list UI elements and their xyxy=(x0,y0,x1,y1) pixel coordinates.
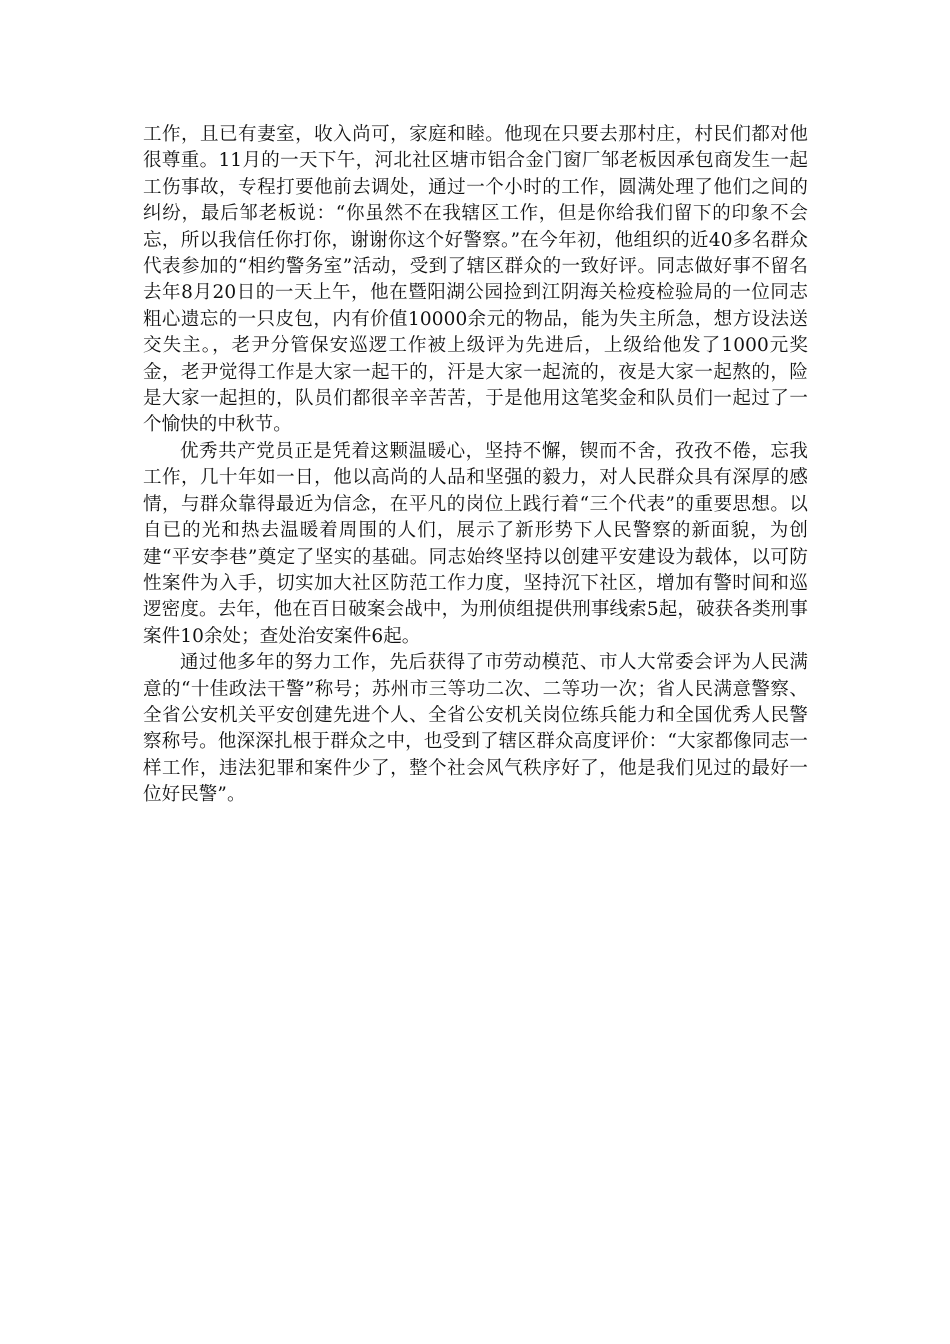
paragraph-3: 通过他多年的努力工作，先后获得了市劳动模范、市人大常委会评为人民满意的“十佳政法干警”称号；苏州市三等功二次、二等功一次；省人民满意警察、全省公安机关平安创建先进个人、全省公安机关岗位练兵能力和全国优秀人民警察称号。他深深扎根于群众之中，也受到了辖区群众高度评价：“大家都像同志一样工作，违法犯罪和案件少了，整个社会风气秩序好了，他是我们见过的最好一位好民警”。 xyxy=(143,652,808,806)
document-body xyxy=(143,122,808,809)
paragraph-2: 优秀共产党员正是凭着这颗温暖心，坚持不懈，锲而不舍，孜孜不倦，忘我工作，几十年如一日，他以高尚的人品和坚强的毅力，对人民群众具有深厚的感情，与群众靠得最近为信念，在平凡的岗位上践行着“三个代表”的重要思想。以自已的光和热去温暖着周围的人们，展示了新形势下人民警察的新面貌，为创建“平安李巷”奠定了坚实的基础。同志始终坚持以创建平安建设为载体，以可防性案件为入手，切实加大社区防范工作力度，坚持沉下社区，增加有警时间和巡逻密度。去年，他在百日破案会战中，为刑侦组提供刑事线索5起，破获各类刑事案件10余处；查处治安案件6起。 xyxy=(143,440,808,647)
paragraph-1: 工作，且已有妻室，收入尚可，家庭和睦。他现在只要去那村庄，村民们都对他很尊重。11月的一天下午，河北社区塘市铝合金门窗厂邹老板因承包商发生一起工伤事故，专程打要他前去调处，通过一个小时的工作，圆满处理了他们之间的纠纷，最后邹老板说：“你虽然不在我辖区工作，但是你给我们留下的印象不会忘，所以我信任你打你，谢谢你这个好警察。”在今年初，他组织的近40多名群众代表参加的“相约警务室”活动，受到了辖区群众的一致好评。同志做好事不留名去年8月20日的一天上午，他在暨阳湖公园捡到江阴海关检疫检验局的一位同志粗心遗忘的一只皮包，内有价值10000余元的物品，能为失主所急，想方设法送交失主。，老尹分管保安巡逻工作被上级评为先进后，上级给他发了1000元奖金，老尹觉得工作是大家一起干的，汗是大家一起流的，夜是大家一起熬的，险是大家一起担的，队员们都很辛辛苦苦，于是他用这笔奖金和队员们一起过了一个愉快的中秋节。 xyxy=(143,124,808,436)
